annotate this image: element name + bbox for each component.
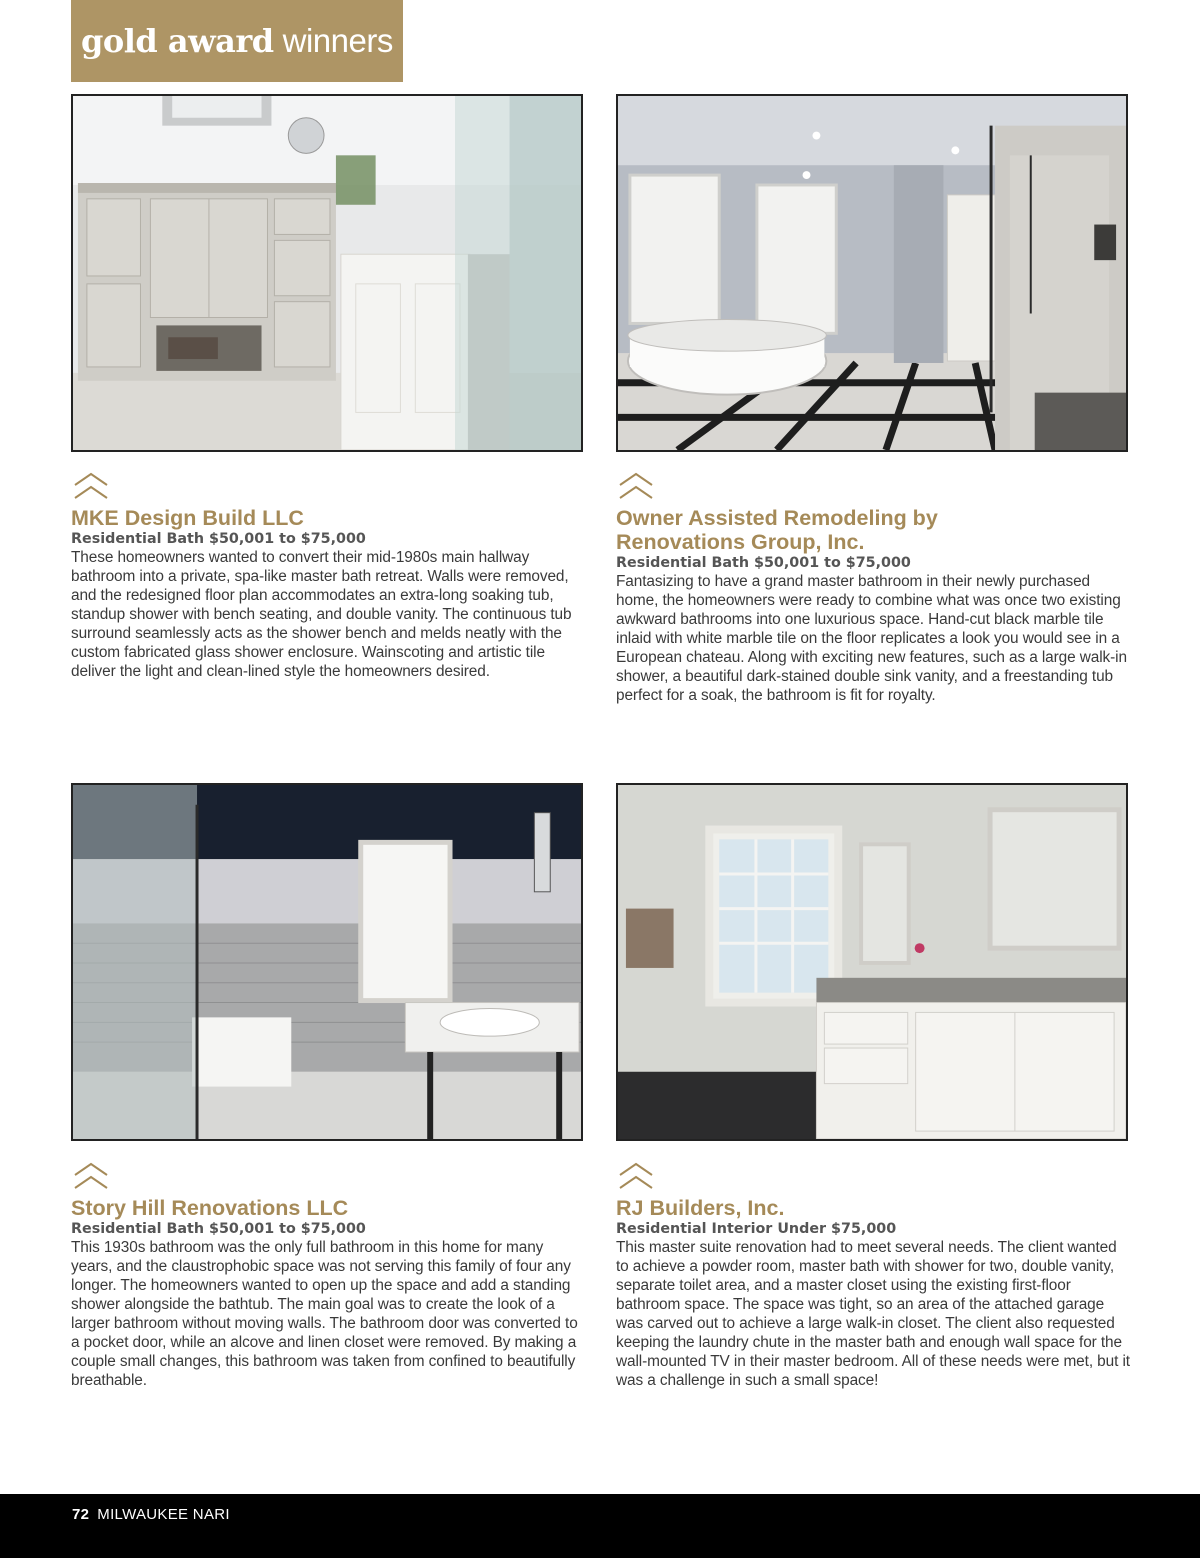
photo-rj-builders	[616, 783, 1128, 1141]
chevron-up-icon	[616, 470, 656, 502]
section-header-banner	[71, 0, 403, 82]
page-number: 72	[72, 1506, 90, 1523]
entry-renovations-group	[616, 470, 1131, 705]
award-category: Residential Bath $50,001 to $75,000	[616, 555, 911, 571]
entry-story-hill	[71, 1160, 583, 1390]
project-description: Fantasizing to have a grand master bathroom in their newly purchased home, the homeowners were ready to combine what was once two existing awkward bathrooms into one luxurious space. Hand-cut black marble tile inlaid with white marble tile on the floor replicates a look you would see in a European chateau. Along with exciting new features, such as a large walk-in shower, a beautiful dark-stained double sink vanity, and a freestanding tub perfect for a soak, the bathroom is fit for royalty.	[616, 573, 1127, 704]
chevron-up-icon	[71, 470, 111, 502]
company-name: RJ Builders, Inc.	[616, 1196, 785, 1220]
photo-renovations-group	[616, 94, 1128, 452]
chevron-up-icon	[616, 1160, 656, 1192]
award-category: Residential Interior Under $75,000	[616, 1221, 897, 1237]
page-footer-bar	[0, 1494, 1200, 1558]
project-description: These homeowners wanted to convert their mid-1980s main hallway bathroom into a private, spa-like master bath retreat. Walls were removed, and the redesigned floor plan accommodates an extra-long soaking tub, standup shower with bench seating, and double vanity. The continuous tub surround seamlessly acts as the shower bench and melds neatly with the custom fabricated glass shower enclosure. Wainscoting and artistic tile deliver the light and clean-lined style the homeowners desired.	[71, 549, 572, 680]
company-name: Owner Assisted Remodeling by Renovations Group, Inc.	[616, 506, 938, 554]
project-description: This 1930s bathroom was the only full bathroom in this home for many years, and the claustrophobic space was not serving this family of four any longer. The homeowners wanted to open up the space and add a standing shower alongside the bathtub. The main goal was to create the look of a larger bathroom without moving walls. The bathroom door was converted to a pocket door, while an alcove and linen closet were removed. By making a couple small changes, this bathroom was taken from confined to beautifully breathable.	[71, 1239, 578, 1389]
company-name: Story Hill Renovations LLC	[71, 1196, 349, 1220]
page-footer	[72, 1506, 230, 1523]
company-name: MKE Design Build LLC	[71, 506, 304, 530]
chevron-up-icon	[71, 1160, 111, 1192]
project-description: This master suite renovation had to meet several needs. The client wanted to achieve a powder room, master bath with shower for two, double vanity, separate toilet area, and a master closet using the existing first-floor bathroom space. The space was tight, so an area of the attached garage was carved out to achieve a large walk-in closet. The client also requested keeping the laundry chute in the master bath and enough wall space for the wall-mounted TV in their master bedroom. All of these needs were met, but it was a challenge in such a small space!	[616, 1239, 1130, 1389]
photo-mke-design-build	[71, 94, 583, 452]
award-category: Residential Bath $50,001 to $75,000	[71, 531, 366, 547]
entry-mke-design-build	[71, 470, 583, 681]
entry-rj-builders	[616, 1160, 1131, 1390]
award-category: Residential Bath $50,001 to $75,000	[71, 1221, 366, 1237]
photo-story-hill	[71, 783, 583, 1141]
publication-name: MILWAUKEE NARI	[97, 1506, 230, 1523]
header-title-light: winners	[282, 22, 393, 59]
header-title-bold: gold award	[81, 22, 274, 60]
